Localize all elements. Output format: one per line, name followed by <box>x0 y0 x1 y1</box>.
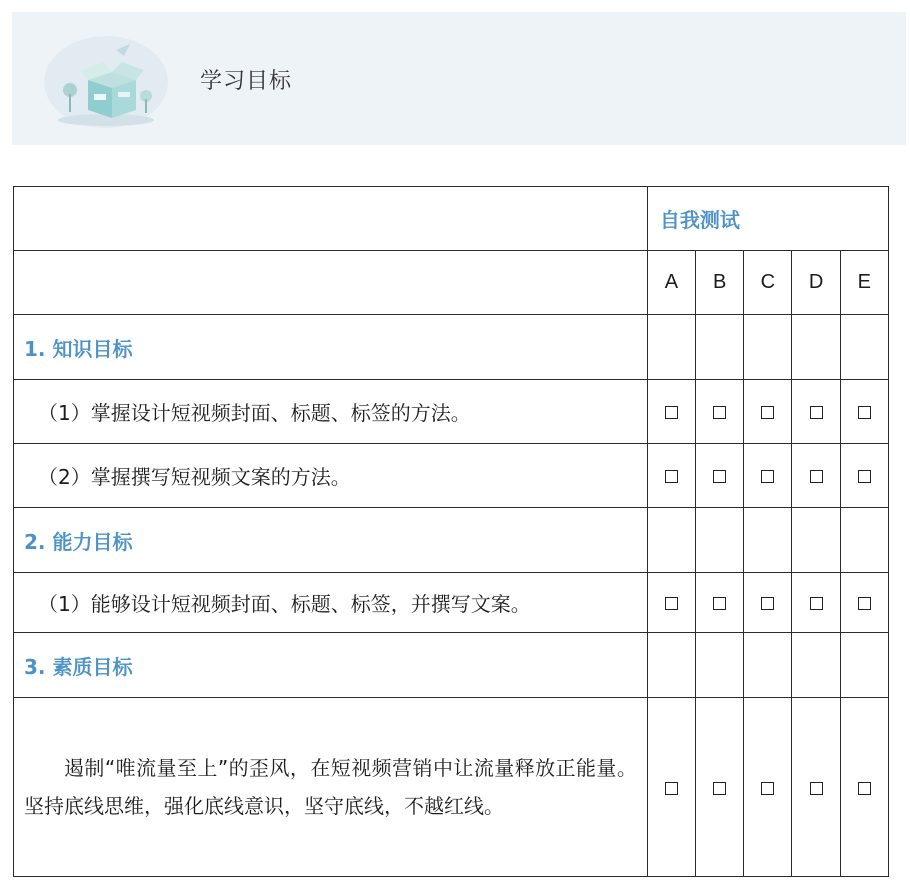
checkbox-cell-d <box>792 573 840 633</box>
empty-cell <box>744 508 792 573</box>
section-heading: 1. 知识目标 <box>14 315 648 380</box>
empty-cell <box>696 508 744 573</box>
checkbox[interactable] <box>858 406 871 419</box>
empty-cell <box>647 508 695 573</box>
empty-cell <box>696 633 744 698</box>
checkbox-cell-b <box>696 573 744 633</box>
checkbox[interactable] <box>858 470 871 483</box>
checkbox-cell-c <box>744 444 792 508</box>
checkbox[interactable] <box>713 597 726 610</box>
empty-cell <box>647 315 695 380</box>
letters-empty-cell <box>14 251 648 315</box>
checkbox-cell-b <box>696 698 744 877</box>
checkbox[interactable] <box>665 782 678 795</box>
checkbox[interactable] <box>761 597 774 610</box>
checkbox[interactable] <box>665 406 678 419</box>
section-heading-row <box>14 633 889 698</box>
checkbox[interactable] <box>858 597 871 610</box>
checkbox-cell-d <box>792 380 840 444</box>
empty-cell <box>792 633 840 698</box>
empty-cell <box>840 315 888 380</box>
checkbox[interactable] <box>713 406 726 419</box>
goal-item-row <box>14 698 889 877</box>
section-heading: 3. 素质目标 <box>14 633 648 698</box>
goal-item-row <box>14 380 889 444</box>
letters-row <box>14 251 889 315</box>
empty-cell <box>744 315 792 380</box>
letter-e: E <box>840 251 888 315</box>
checkbox[interactable] <box>858 782 871 795</box>
learning-goals-table <box>13 186 889 877</box>
checkbox-cell-a <box>647 573 695 633</box>
empty-cell <box>696 315 744 380</box>
header-banner <box>12 12 906 145</box>
box-plant-illustration <box>38 32 178 132</box>
checkbox-cell-d <box>792 444 840 508</box>
checkbox[interactable] <box>713 470 726 483</box>
goal-item-text: （1）能够设计短视频封面、标题、标签，并撰写文案。 <box>14 573 648 633</box>
empty-cell <box>792 315 840 380</box>
checkbox-cell-c <box>744 698 792 877</box>
header-empty-cell <box>14 187 648 251</box>
goal-item-text: 遏制“唯流量至上”的歪风，在短视频营销中让流量释放正能量。坚持底线思维，强化底线意识，坚守底线，不越红线。 <box>14 698 648 877</box>
self-test-header: 自我测试 <box>647 187 888 251</box>
goal-item-text: （2）掌握撰写短视频文案的方法。 <box>14 444 648 508</box>
checkbox-cell-b <box>696 444 744 508</box>
checkbox-cell-a <box>647 698 695 877</box>
goal-item-text: （1）掌握设计短视频封面、标题、标签的方法。 <box>14 380 648 444</box>
checkbox[interactable] <box>810 470 823 483</box>
checkbox[interactable] <box>761 470 774 483</box>
goal-item-row <box>14 444 889 508</box>
letter-c: C <box>744 251 792 315</box>
checkbox-cell-c <box>744 380 792 444</box>
empty-cell <box>647 633 695 698</box>
section-heading: 2. 能力目标 <box>14 508 648 573</box>
checkbox-cell-d <box>792 698 840 877</box>
checkbox-cell-e <box>840 380 888 444</box>
empty-cell <box>840 633 888 698</box>
checkbox-cell-a <box>647 380 695 444</box>
goal-item-row <box>14 573 889 633</box>
letter-b: B <box>696 251 744 315</box>
table-header-row <box>14 187 889 251</box>
checkbox[interactable] <box>810 597 823 610</box>
checkbox-cell-e <box>840 444 888 508</box>
section-heading-row <box>14 508 889 573</box>
page-title: 学习目标 <box>200 69 293 94</box>
checkbox-cell-a <box>647 444 695 508</box>
checkbox[interactable] <box>810 782 823 795</box>
checkbox[interactable] <box>761 782 774 795</box>
section-heading-row <box>14 315 889 380</box>
letter-a: A <box>647 251 695 315</box>
checkbox-cell-e <box>840 573 888 633</box>
checkbox[interactable] <box>665 470 678 483</box>
empty-cell <box>792 508 840 573</box>
checkbox[interactable] <box>761 406 774 419</box>
checkbox[interactable] <box>713 782 726 795</box>
checkbox-cell-b <box>696 380 744 444</box>
checkbox-cell-c <box>744 573 792 633</box>
letter-d: D <box>792 251 840 315</box>
checkbox[interactable] <box>665 597 678 610</box>
empty-cell <box>744 633 792 698</box>
checkbox-cell-e <box>840 698 888 877</box>
checkbox[interactable] <box>810 406 823 419</box>
empty-cell <box>840 508 888 573</box>
